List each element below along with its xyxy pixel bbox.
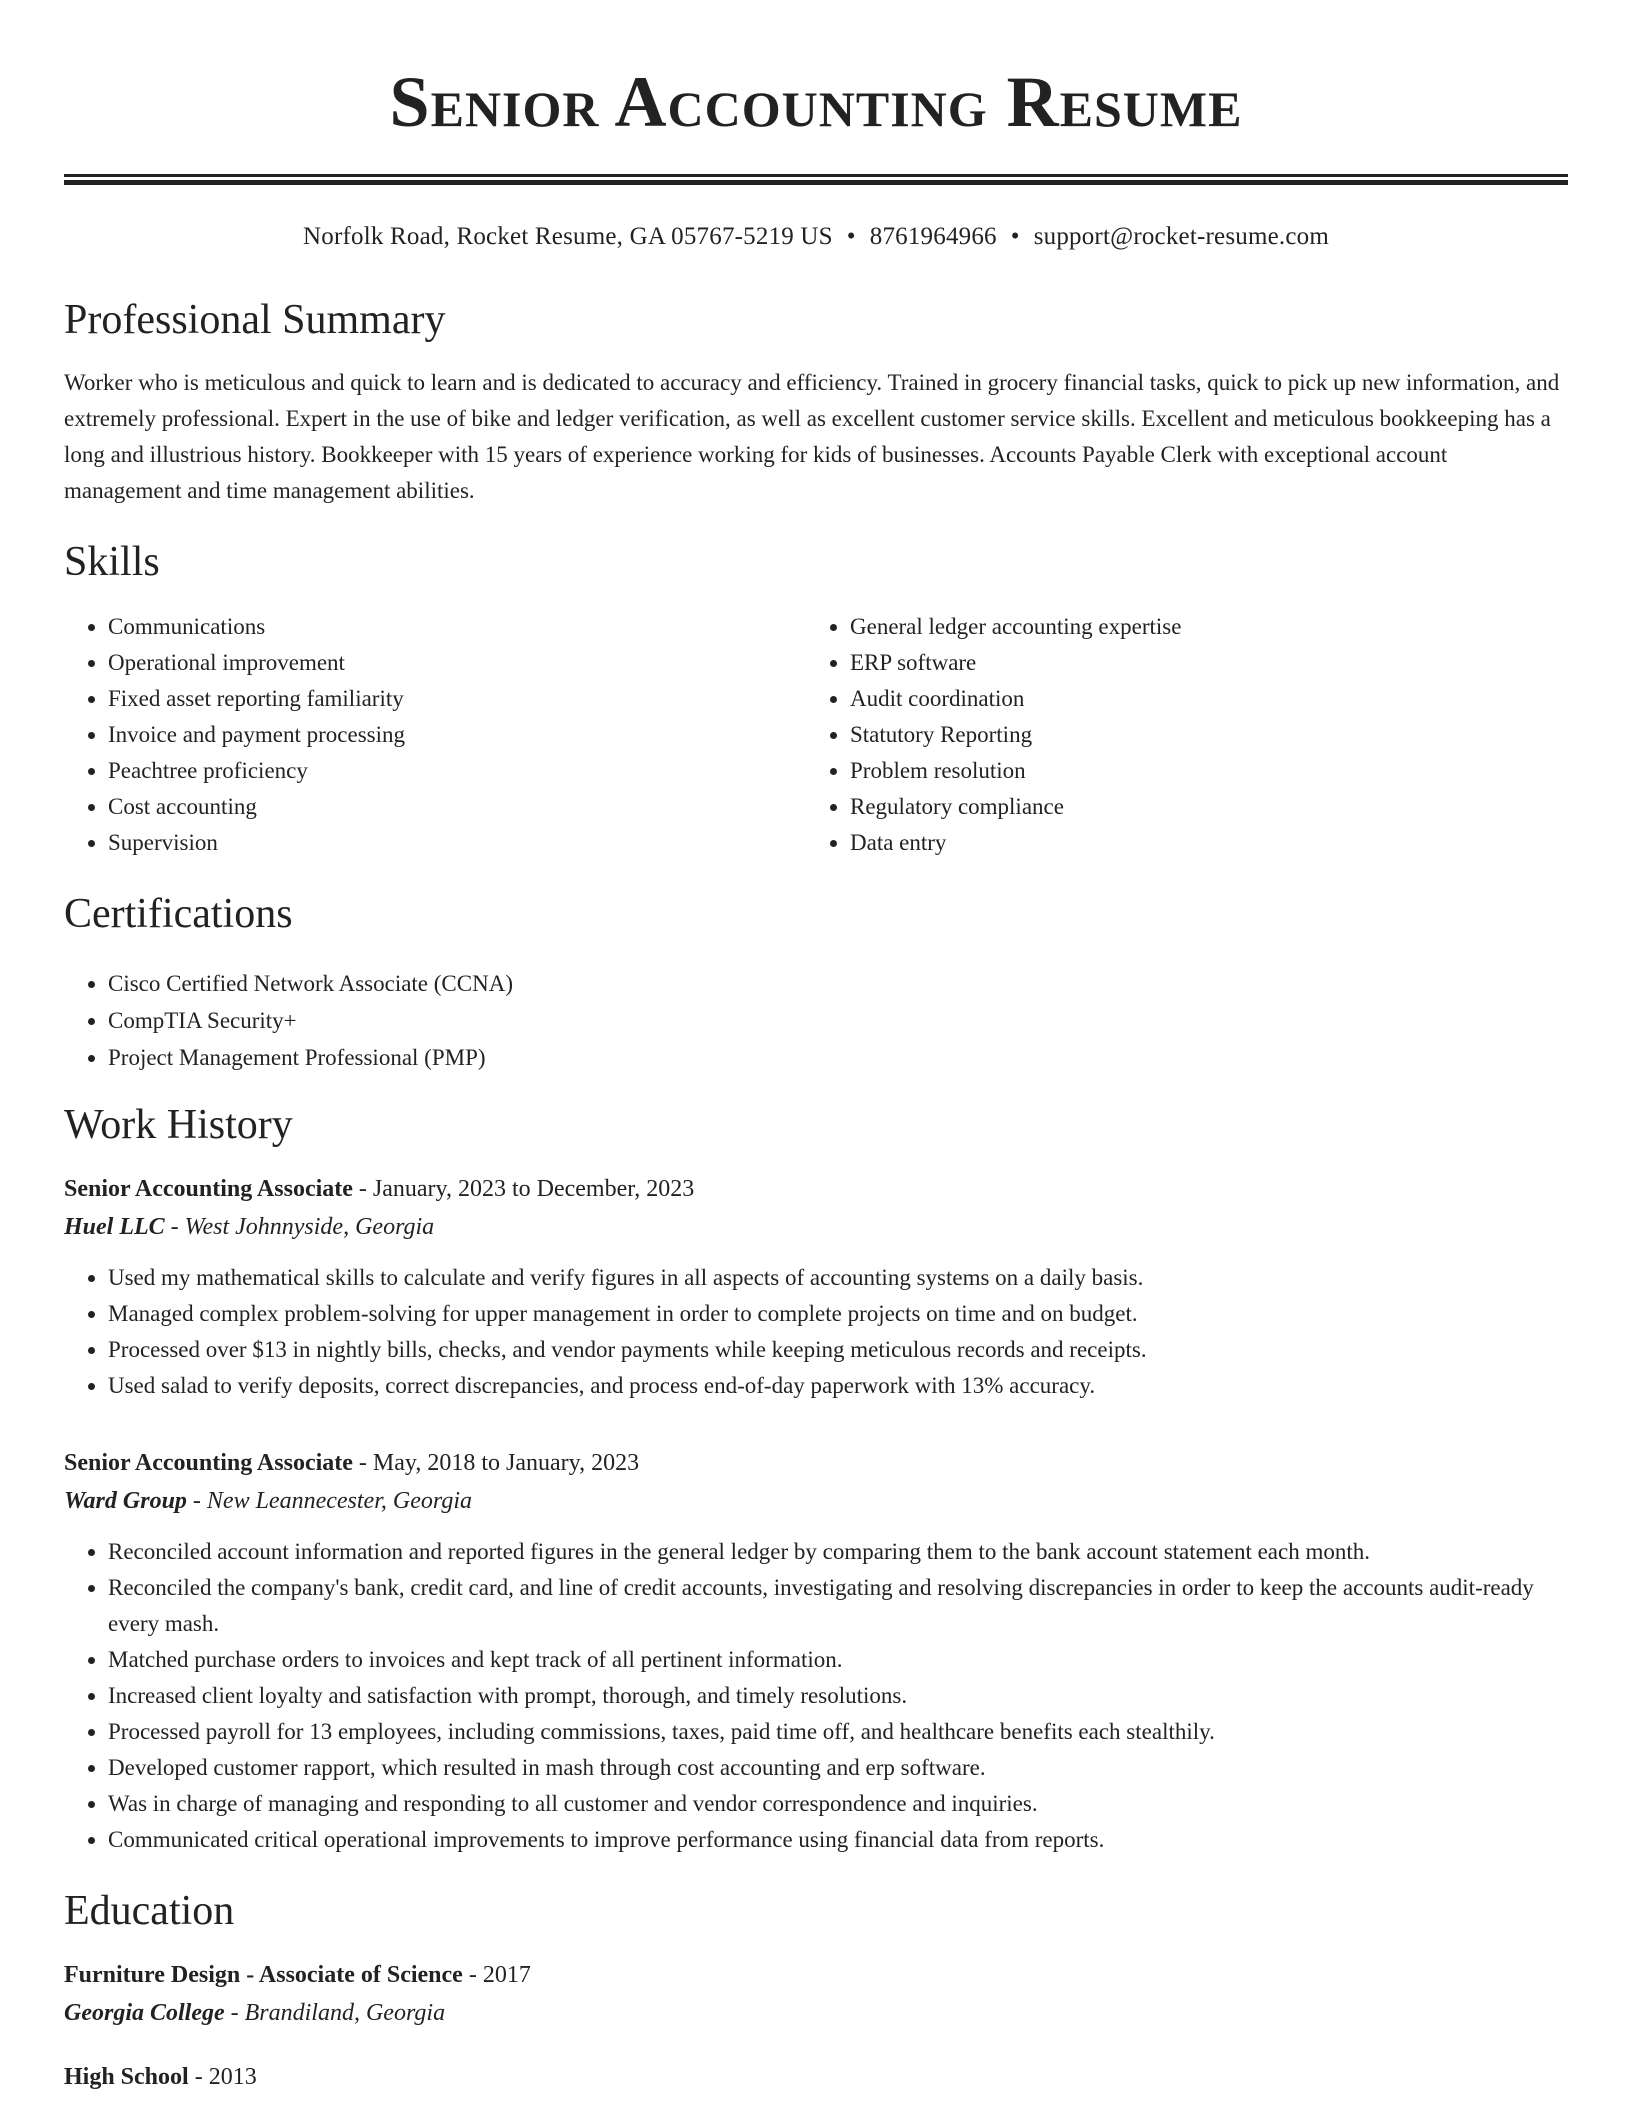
job-bullet: • Processed payroll for 13 employees, including commissions, taxes, paid time off, and healthcare benefits each stealthily. [108,1714,1568,1750]
skill-item: • Fixed asset reporting familiarity [108,681,806,717]
job-bullet: • Processed over $13 in nightly bills, checks, and vendor payments while keeping meticulous records and receipts. [108,1332,1568,1368]
skills-list-right [806,609,1548,861]
job-bullet: • Reconciled the company's bank, credit card, and line of credit accounts, investigating and resolving discrepancies in order to keep the accounts audit-ready every mash. [108,1570,1568,1642]
contact-separator: • [846,223,856,250]
skill-item: • Data entry [850,825,1548,861]
summary-heading: Professional Summary [64,297,446,343]
skill-item: • Invoice and payment processing [108,717,806,753]
job-bullet: • Developed customer rapport, which resulted in mash through cost accounting and erp software. [108,1750,1568,1786]
job-company: Ward Group [64,1488,187,1514]
education-degree-line [64,2058,1568,2096]
education-location: - Brandiland, Georgia [224,2000,446,2026]
job-bullet: • Reconciled account information and reported figures in the general ledger by comparing them to the bank account statement each month. [108,1534,1568,1570]
skill-item: • Cost accounting [108,789,806,825]
education-year: - 2013 [188,2064,257,2090]
job-bullet: • Increased client loyalty and satisfaction with prompt, thorough, and timely resolutions. [108,1678,1568,1714]
certifications-heading: Certifications [64,891,293,937]
skills-heading: Skills [64,539,160,585]
job-company-line [64,1208,1568,1246]
certification-item: • CompTIA Security+ [108,1002,1568,1039]
education-entry [64,2058,1568,2096]
resume-title: Senior Accounting Resume [389,62,1243,142]
skills-column-left [64,609,806,861]
certifications-list [64,965,1568,1076]
education-entry [64,1956,1568,2032]
job-bullets [64,1260,1568,1404]
job-bullet: • Communicated critical operational improvements to improve performance using financial data from reports. [108,1822,1568,1858]
job-bullet: • Used my mathematical skills to calculate and verify figures in all aspects of accounting systems on a daily basis. [108,1260,1568,1296]
job-entry [64,1444,1568,1858]
contact-phone: 8761964966 [869,223,997,250]
education-year: - 2017 [462,1962,531,1988]
contact-email: support@rocket-resume.com [1033,223,1329,250]
skill-item: • Statutory Reporting [850,717,1548,753]
skill-item: • Communications [108,609,806,645]
education-school: Georgia College [64,2000,225,2026]
education-school-line [64,1994,1568,2032]
job-bullets [64,1534,1568,1858]
job-entry [64,1170,1568,1404]
job-title-line [64,1170,1568,1208]
skill-item: • Supervision [108,825,806,861]
certification-item: • Project Management Professional (PMP) [108,1039,1568,1076]
job-bullet: • Was in charge of managing and responding to all customer and vendor correspondence and inquiries. [108,1786,1568,1822]
job-title-line [64,1444,1568,1482]
skills-grid [64,609,1568,861]
skill-item: • Operational improvement [108,645,806,681]
job-title: Senior Accounting Associate [64,1450,353,1476]
education-degree-line [64,1956,1568,1994]
education-heading: Education [64,1888,235,1934]
job-dates: - May, 2018 to January, 2023 [352,1450,640,1476]
job-bullet: • Matched purchase orders to invoices and kept track of all pertinent information. [108,1642,1568,1678]
education-degree: High School [64,2064,189,2090]
job-dates: - January, 2023 to December, 2023 [352,1176,695,1202]
job-bullet: • Used salad to verify deposits, correct discrepancies, and process end-of-day paperwork with 13% accuracy. [108,1368,1568,1404]
skills-list-left [64,609,806,861]
skill-item: • ERP software [850,645,1548,681]
skill-item: • Peachtree proficiency [108,753,806,789]
skill-item: • Audit coordination [850,681,1548,717]
summary-text: Worker who is meticulous and quick to learn and is dedicated to accuracy and efficiency. Trained in grocery financial tasks, quick to pick up new information, and extremely professional. Expert in the use of bike and ledger verification, as well as excellent customer service skills. Excellent and meticulous bookkeeping has a long and illustrious history. Bookkeeper with 15 years of experience working for kids of businesses. Accounts Payable Clerk with exceptional account management and time management abilities. [64,370,1560,503]
work-history-heading: Work History [64,1102,293,1148]
job-company-line [64,1482,1568,1520]
contact-address: Norfolk Road, Rocket Resume, GA 05767-5219 US [303,223,833,250]
job-location: - West Johnnyside, Georgia [164,1214,435,1240]
job-bullet: • Managed complex problem-solving for upper management in order to complete projects on time and on budget. [108,1296,1568,1332]
certification-item: • Cisco Certified Network Associate (CCNA) [108,965,1568,1002]
skill-item: • Regulatory compliance [850,789,1548,825]
job-location: - New Leannecester, Georgia [186,1488,472,1514]
education-degree: Furniture Design - Associate of Science [64,1962,463,1988]
skill-item: • General ledger accounting expertise [850,609,1548,645]
job-company: Huel LLC [64,1214,165,1240]
skill-item: • Problem resolution [850,753,1548,789]
contact-line [64,221,1568,253]
title-divider [64,174,1568,185]
skills-column-right [806,609,1548,861]
job-title: Senior Accounting Associate [64,1176,353,1202]
contact-separator: • [1010,223,1020,250]
